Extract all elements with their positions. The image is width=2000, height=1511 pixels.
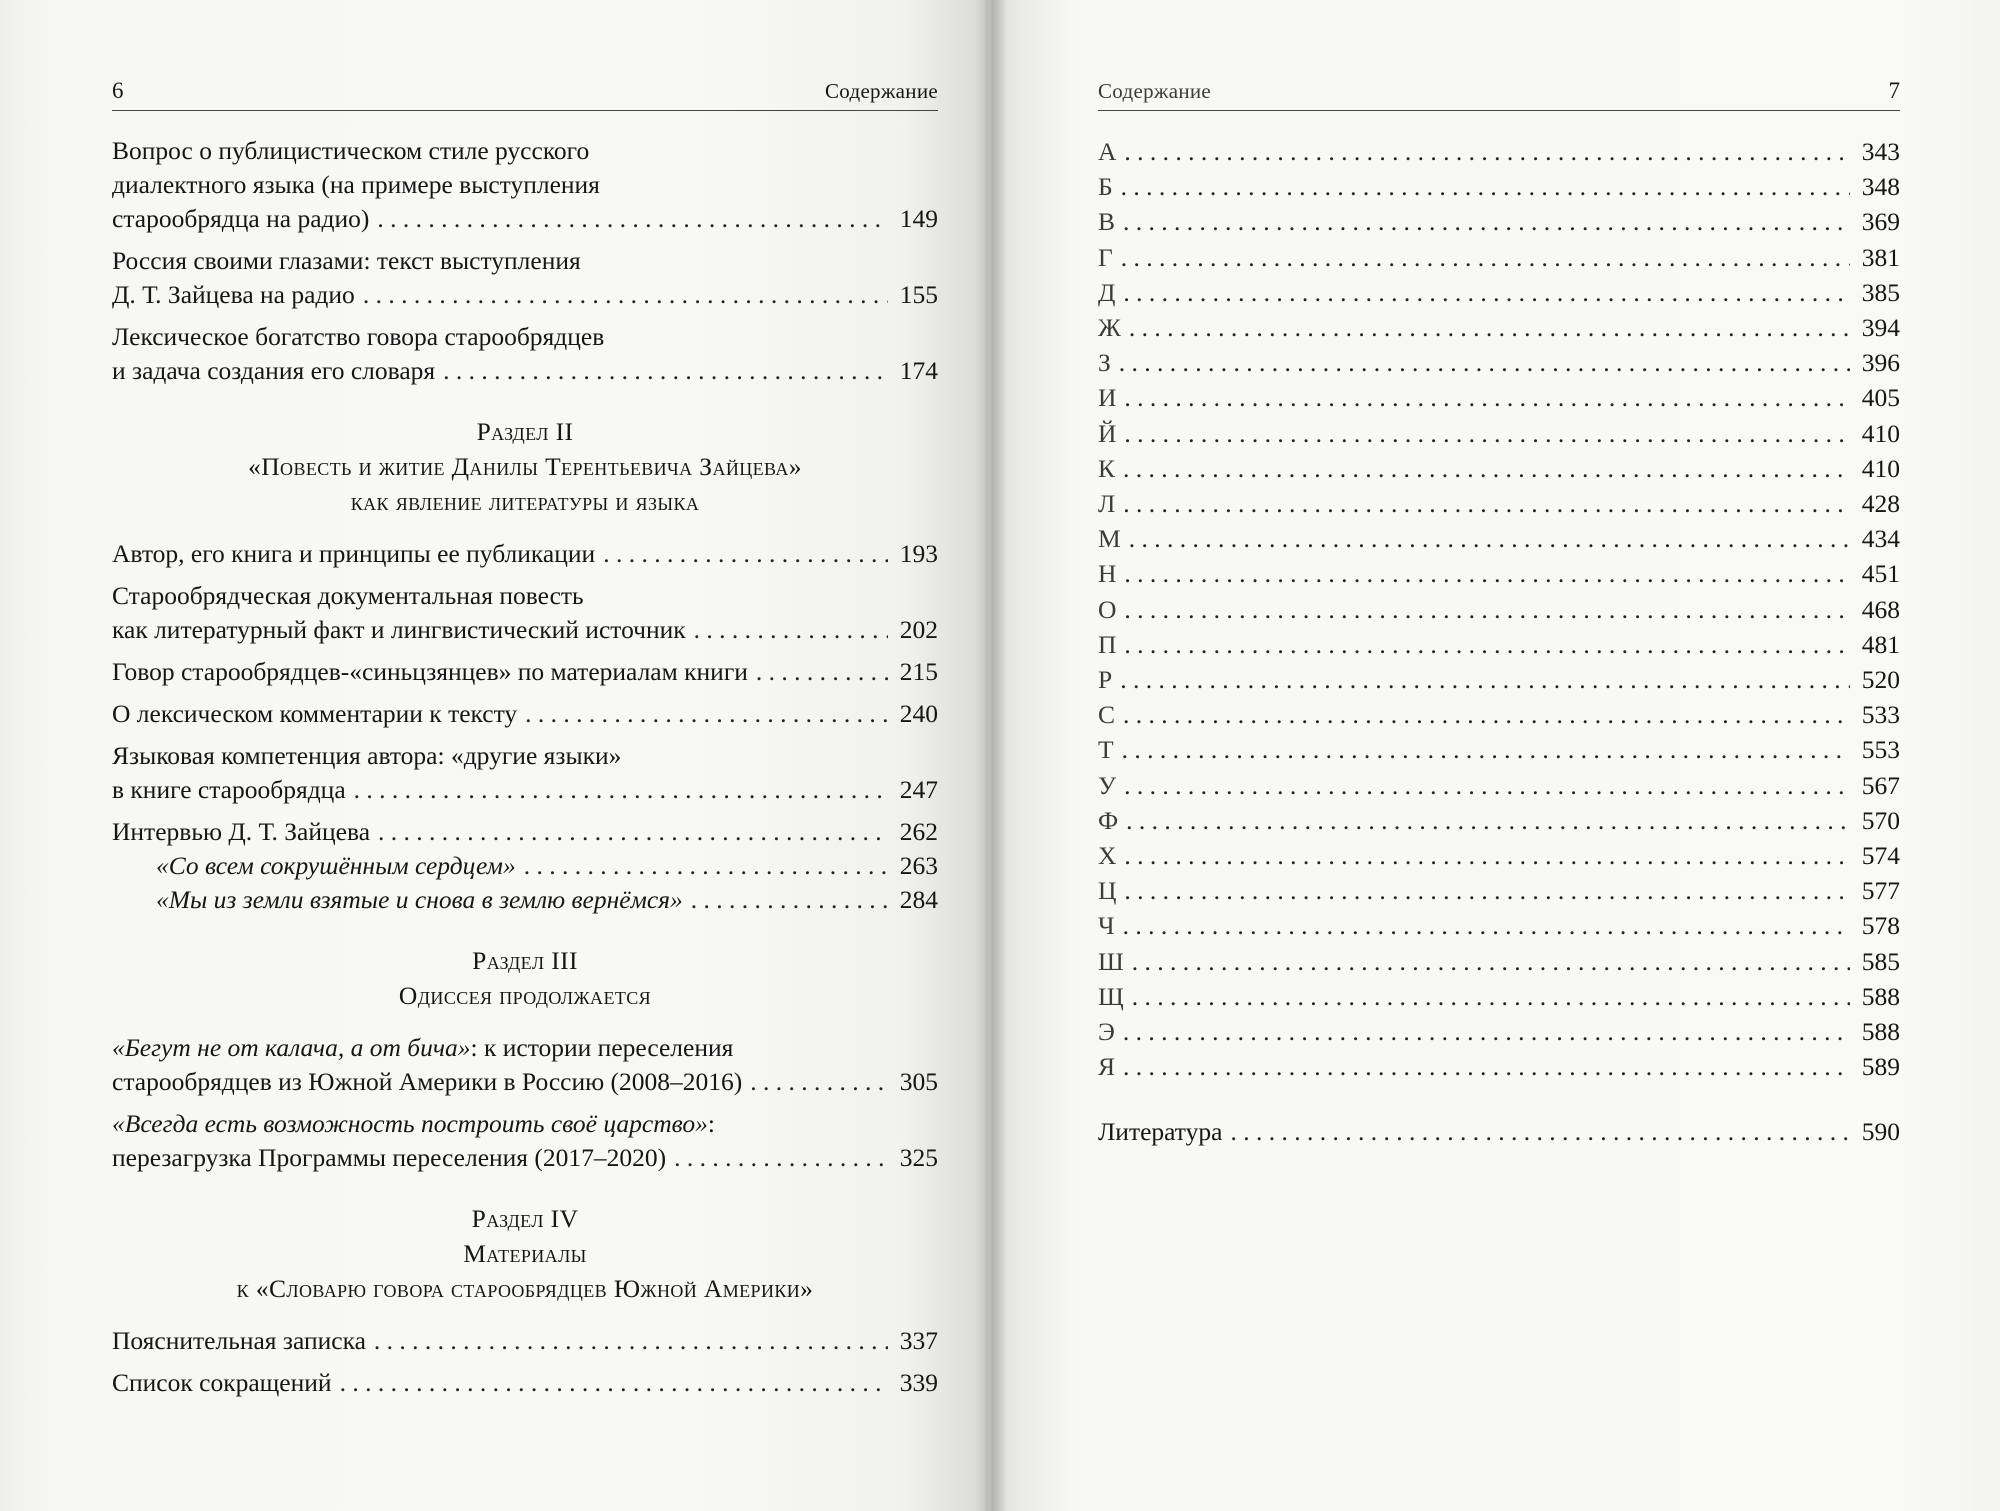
entry-title-line: Вопрос о публицистическом стиле русского (112, 136, 590, 165)
leader-dots (1123, 275, 1850, 310)
entry-page-number: 481 (1861, 629, 1900, 659)
toc-entry (112, 1324, 938, 1358)
toc-entry (112, 1366, 938, 1400)
letter-row (1098, 944, 1900, 979)
section-title: Одиссея продолжается (398, 981, 652, 1010)
entry-page-number: 305 (899, 1067, 938, 1096)
letter-row (1098, 697, 1900, 732)
letter-label: Э (1098, 1017, 1115, 1047)
letter-row (1098, 838, 1900, 873)
leader-dots (1124, 134, 1850, 169)
entry-page-number: 588 (1861, 981, 1900, 1011)
letter-label: Ч (1098, 911, 1115, 941)
entry-page-number: 325 (899, 1143, 938, 1172)
leader-dots (1120, 662, 1850, 697)
leader-dots (603, 537, 888, 571)
leader-dots (524, 849, 888, 883)
letter-label: М (1098, 524, 1121, 554)
entry-page-number: 263 (899, 851, 938, 880)
leader-dots (1126, 803, 1850, 838)
letter-row (1098, 240, 1900, 275)
entry-title-line: диалектного языка (на примере выступления (112, 170, 600, 199)
letter-row (1098, 204, 1900, 239)
letter-row (1098, 732, 1900, 767)
entry-page-number: 468 (1861, 594, 1900, 624)
page-number: 6 (112, 78, 124, 103)
section-label: Раздел II (476, 417, 574, 446)
entry-page-number: 155 (899, 280, 938, 309)
entry-page-number: 588 (1861, 1017, 1900, 1047)
letter-label: Ш (1098, 946, 1124, 976)
dictionary-letter-index (1098, 134, 1900, 1150)
letter-label: Ж (1098, 313, 1121, 343)
running-title: Содержание (824, 79, 938, 103)
entry-title-line (112, 1107, 938, 1141)
toc-entry (112, 537, 938, 571)
leader-dots (1123, 486, 1850, 521)
toc-subentry (112, 849, 938, 883)
leader-dots (443, 354, 888, 388)
letter-label: О (1098, 594, 1117, 624)
toc-entry-literature (1098, 1114, 1900, 1149)
leader-dots (694, 613, 888, 647)
section-heading (112, 943, 938, 1013)
entry-page-number: 428 (1861, 489, 1900, 519)
entry-title-line: перезагрузка Программы переселения (2017–2020) (112, 1143, 667, 1172)
letter-label: Т (1098, 735, 1114, 765)
leader-dots (1123, 908, 1850, 943)
leader-dots (374, 1324, 888, 1358)
letter-label: Ф (1098, 805, 1119, 835)
toc-entry (112, 739, 938, 807)
entry-page-number: 451 (1861, 559, 1900, 589)
leader-dots (1123, 697, 1850, 732)
letter-row (1098, 416, 1900, 451)
entry-page-number: 381 (1861, 242, 1900, 272)
leader-dots (750, 1065, 888, 1099)
letter-label: Я (1098, 1052, 1116, 1082)
entry-page-number: 520 (1861, 665, 1900, 695)
letter-label: С (1098, 700, 1116, 730)
entry-page-number: 247 (899, 775, 938, 804)
leader-dots (1123, 1049, 1850, 1084)
entry-title-italic: «Всегда есть возможность построить своё царство» (112, 1109, 708, 1138)
letter-row (1098, 134, 1900, 169)
leader-dots (1124, 592, 1850, 627)
letter-label: И (1098, 383, 1117, 413)
entry-page-number: 574 (1861, 841, 1900, 871)
leader-dots (1124, 380, 1850, 415)
entry-page-number: 578 (1861, 911, 1900, 941)
entry-page-number: 585 (1861, 946, 1900, 976)
letter-row (1098, 486, 1900, 521)
letter-row (1098, 662, 1900, 697)
letter-label: Д (1098, 277, 1116, 307)
letter-label: В (1098, 207, 1116, 237)
leader-dots (1230, 1114, 1850, 1149)
entry-page-number: 396 (1861, 348, 1900, 378)
entry-page-number: 337 (899, 1326, 938, 1355)
running-header (1098, 74, 1900, 111)
entry-page-number: 410 (1861, 418, 1900, 448)
entry-title-line (112, 1031, 938, 1065)
entry-page-number: 240 (899, 699, 938, 728)
toc-entry (112, 579, 938, 647)
toc-entry (112, 655, 938, 689)
letter-label: Н (1098, 559, 1117, 589)
letter-label: Й (1098, 418, 1117, 448)
leader-dots (1124, 768, 1850, 803)
leader-dots (691, 883, 888, 917)
letter-label: З (1098, 348, 1111, 378)
letter-row (1098, 873, 1900, 908)
section-title: Материалы (463, 1239, 587, 1268)
letter-row (1098, 627, 1900, 662)
letter-row (1098, 556, 1900, 591)
entry-page-number: 567 (1861, 770, 1900, 800)
entry-title-line: Россия своими глазами: текст выступления (112, 246, 581, 275)
letter-list (1098, 134, 1900, 1084)
entry-title-line: Литература (1098, 1117, 1223, 1147)
letter-row (1098, 380, 1900, 415)
entry-title-line: «Со всем сокрушённым сердцем» (156, 851, 516, 880)
entry-page-number: 434 (1861, 524, 1900, 554)
leader-dots (1124, 873, 1850, 908)
toc-entry (112, 134, 938, 236)
letter-label: Р (1098, 665, 1113, 695)
section-title: к «Словарю говора старообрядцев Южной Америки» (236, 1274, 814, 1303)
section-label: Раздел IV (471, 1204, 579, 1233)
section-title: «Повесть и житие Данилы Терентьевича Зайцева» (248, 452, 802, 481)
entry-page-number: 262 (899, 817, 938, 846)
page-number: 7 (1888, 78, 1900, 103)
entry-page-number: 394 (1861, 313, 1900, 343)
letter-row (1098, 451, 1900, 486)
running-header (112, 74, 938, 111)
entry-page-number: 343 (1861, 137, 1900, 166)
letter-row (1098, 908, 1900, 943)
letter-row (1098, 521, 1900, 556)
leader-dots (354, 773, 888, 807)
leader-dots (1132, 944, 1850, 979)
section-label: Раздел III (472, 946, 578, 975)
left-page (0, 0, 985, 1511)
toc-entry (112, 815, 938, 849)
entry-page-number: 339 (899, 1368, 938, 1397)
entry-title-line: «Мы из земли взятые и снова в землю вернёмся» (156, 885, 683, 914)
leader-dots (1124, 838, 1850, 873)
entry-title-line: в книге старообрядца (112, 775, 346, 804)
entry-page-number: 202 (899, 615, 938, 644)
letter-label: У (1098, 770, 1117, 800)
entry-title-line: Говор старообрядцев-«синьцзянцев» по материалам книги (112, 657, 748, 686)
leader-dots (1124, 556, 1850, 591)
entry-title-italic: «Бегут не от калача, а от бича» (112, 1033, 471, 1062)
letter-row (1098, 768, 1900, 803)
right-page (985, 0, 2000, 1511)
leader-dots (1123, 1014, 1850, 1049)
letter-label: К (1098, 453, 1116, 483)
entry-page-number: 533 (1861, 700, 1900, 730)
running-title: Содержание (1098, 79, 1212, 103)
entry-title-line: Старообрядческая документальная повесть (112, 581, 584, 610)
leader-dots (1129, 310, 1850, 345)
leader-dots (1124, 416, 1850, 451)
leader-dots (363, 278, 888, 312)
leader-dots (1121, 169, 1850, 204)
letter-label: П (1098, 629, 1117, 659)
entry-title-rest: : к истории переселения (470, 1033, 734, 1062)
section-title: как явление литературы и языка (350, 487, 700, 516)
entry-page-number: 590 (1861, 1117, 1900, 1147)
letter-label: А (1098, 137, 1117, 166)
leader-dots (674, 1141, 888, 1175)
leader-dots (1129, 521, 1850, 556)
leader-dots (377, 202, 888, 236)
entry-title-line: Автор, его книга и принципы ее публикации (112, 539, 596, 568)
entry-page-number: 284 (899, 885, 938, 914)
entry-title-line: Д. Т. Зайцева на радио (112, 280, 355, 309)
leader-dots (756, 655, 888, 689)
table-of-contents (112, 134, 938, 1408)
entry-page-number: 553 (1861, 735, 1900, 765)
letter-label: Ц (1098, 876, 1117, 906)
entry-title-line: Пояснительная записка (112, 1326, 366, 1355)
letter-row (1098, 169, 1900, 204)
letter-label: Щ (1098, 981, 1124, 1011)
entry-page-number: 149 (899, 204, 938, 233)
letter-row (1098, 275, 1900, 310)
leader-dots (1121, 240, 1850, 275)
entry-page-number: 410 (1861, 453, 1900, 483)
letter-row (1098, 1049, 1900, 1084)
leader-dots (1124, 627, 1850, 662)
letter-row (1098, 1014, 1900, 1049)
letter-row (1098, 803, 1900, 838)
toc-entry (112, 1107, 938, 1175)
leader-dots (1122, 732, 1850, 767)
entry-page-number: 348 (1861, 172, 1900, 202)
entry-page-number: 570 (1861, 805, 1900, 835)
letter-row (1098, 979, 1900, 1014)
entry-page-number: 405 (1861, 383, 1900, 413)
letter-label: Б (1098, 172, 1113, 202)
entry-title-line: Интервью Д. Т. Зайцева (112, 817, 371, 846)
leader-dots (1123, 451, 1850, 486)
entry-title-line: как литературный факт и лингвистический источник (112, 615, 686, 644)
entry-page-number: 193 (899, 539, 938, 568)
letter-row (1098, 310, 1900, 345)
leader-dots (1119, 345, 1850, 380)
letter-label: Г (1098, 242, 1113, 272)
entry-title-line: старообрядца на радио) (112, 204, 370, 233)
entry-title-rest: : (707, 1109, 715, 1138)
toc-entry (112, 244, 938, 312)
entry-page-number: 577 (1861, 876, 1900, 906)
entry-page-number: 174 (899, 356, 938, 385)
entry-page-number: 215 (899, 657, 938, 686)
section-heading (112, 414, 938, 519)
letter-row (1098, 592, 1900, 627)
entry-page-number: 369 (1861, 207, 1900, 237)
section-heading (112, 1201, 938, 1306)
leader-dots (1123, 204, 1850, 239)
toc-entry (112, 1031, 938, 1099)
entry-title-line: Лексическое богатство говора старообрядцев (112, 322, 605, 351)
entry-page-number: 589 (1861, 1052, 1900, 1082)
toc-entry (112, 320, 938, 388)
toc-subentry (112, 883, 938, 917)
letter-label: Х (1098, 841, 1117, 871)
letter-row (1098, 345, 1900, 380)
entry-title-line: старообрядцев из Южной Америки в Россию (2008–2016) (112, 1067, 743, 1096)
entry-page-number: 385 (1861, 277, 1900, 307)
leader-dots (1132, 979, 1850, 1014)
leader-dots (378, 815, 888, 849)
entry-title-line: О лексическом комментарии к тексту (112, 699, 518, 728)
leader-dots (340, 1366, 888, 1400)
entry-title-line: и задача создания его словаря (112, 356, 436, 385)
leader-dots (525, 697, 888, 731)
toc-entry (112, 697, 938, 731)
entry-title-line: Языковая компетенция автора: «другие языки» (112, 741, 622, 770)
entry-title-line: Список сокращений (112, 1368, 332, 1397)
letter-label: Л (1098, 489, 1116, 519)
